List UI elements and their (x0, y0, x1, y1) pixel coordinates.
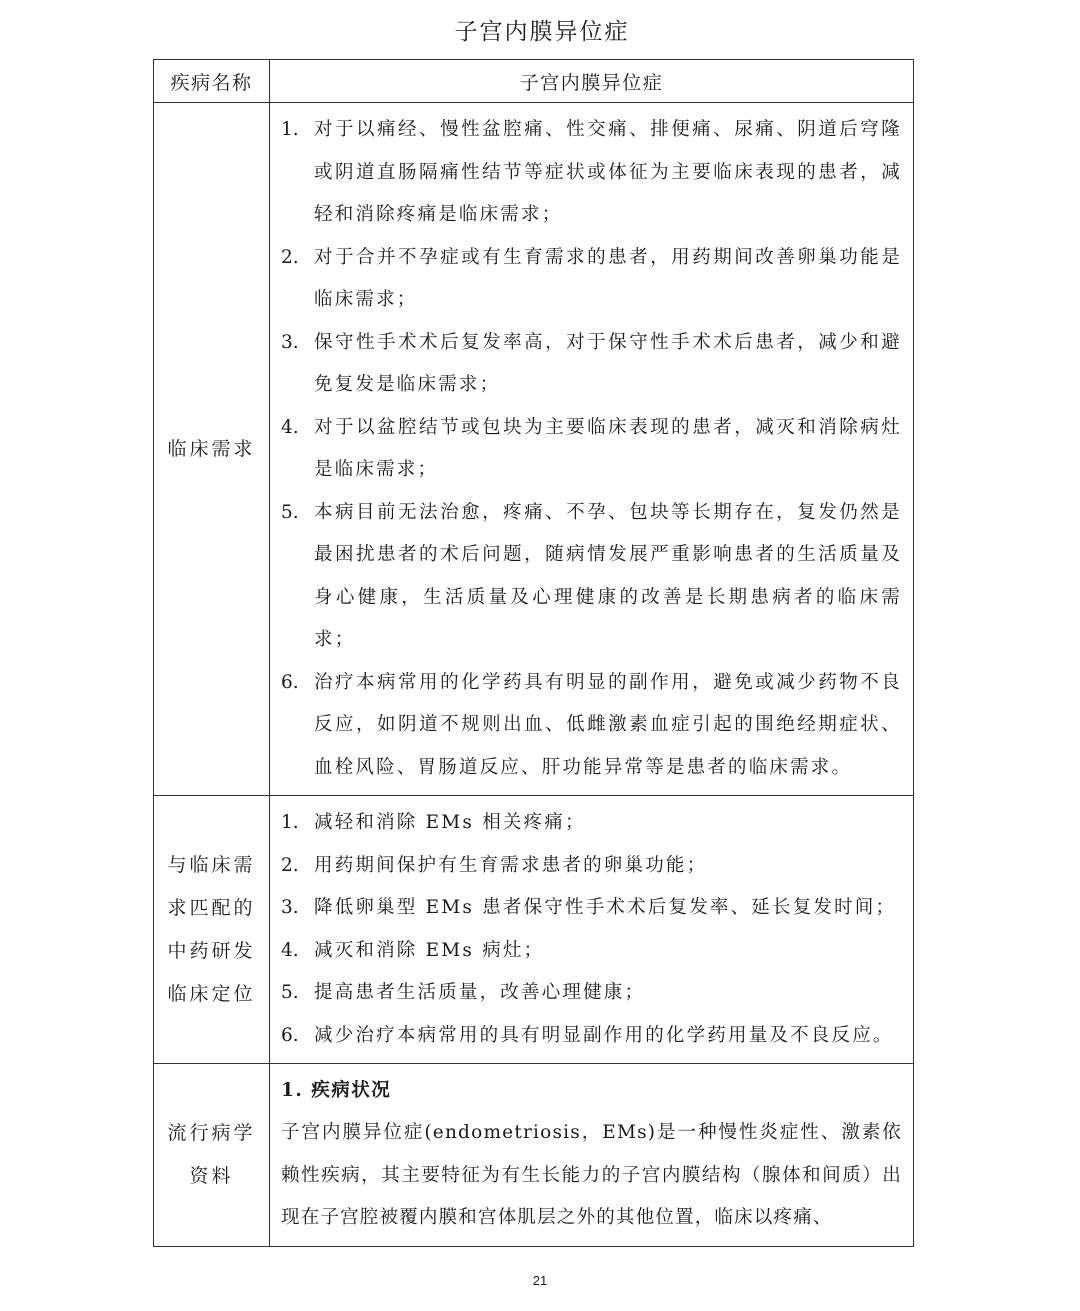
item-text: 用药期间保护有生育需求患者的卵巢功能； (314, 854, 708, 876)
positioning-label: 与临床需求匹配的中药研发临床定位 (154, 796, 270, 1064)
page-title: 子宫内膜异位症 (454, 19, 630, 45)
positioning-row (154, 796, 914, 1064)
list-item (281, 887, 902, 930)
item-text: 减灭和消除 EMs 病灶； (314, 939, 545, 961)
list-item (281, 109, 902, 237)
item-number: 4. (281, 939, 299, 961)
list-item (281, 492, 902, 662)
item-number: 4. (281, 416, 299, 438)
list-item (281, 407, 902, 492)
item-number: 2. (281, 854, 299, 876)
section-heading: 1. 疾病状况 (281, 1080, 392, 1101)
list-item (281, 322, 902, 407)
page-number: 21 (532, 1273, 548, 1288)
item-text: 对于以盆腔结节或包块为主要临床表现的患者，减灭和消除病灶是临床需求； (314, 416, 902, 480)
positioning-list (281, 802, 902, 1057)
epidemiology-content (270, 1064, 914, 1247)
item-text: 减少治疗本病常用的具有明显副作用的化学药用量及不良反应。 (314, 1024, 894, 1046)
item-number: 1. (281, 119, 299, 140)
list-item (281, 1015, 902, 1058)
epidemiology-row (154, 1064, 914, 1247)
item-number: 3. (281, 897, 299, 918)
list-item (281, 662, 902, 790)
item-number: 5. (281, 982, 299, 1003)
clinical-needs-list (281, 109, 902, 789)
item-number: 6. (281, 1024, 299, 1046)
list-item (281, 802, 902, 845)
clinical-needs-label: 临床需求 (154, 103, 270, 796)
clinical-needs-content (270, 103, 914, 796)
item-text: 本病目前无法治愈，疼痛、不孕、包块等长期存在，复发仍然是最困扰患者的术后问题，随病情发展严重影响患者的生活质量及身心健康，生活质量及心理健康的改善是长期患病者的临床需求； (314, 501, 902, 650)
item-number: 1. (281, 812, 299, 833)
list-item (281, 845, 902, 888)
item-text: 减轻和消除 EMs 相关疼痛； (314, 812, 586, 833)
clinical-needs-row (154, 103, 914, 796)
disease-table (153, 59, 914, 1247)
item-text: 治疗本病常用的化学药具有明显的副作用，避免或减少药物不良反应，如阴道不规则出血、低雌激素血症引起的围绝经期症状、血栓风险、胃肠道反应、肝功能异常等是患者的临床需求。 (314, 671, 902, 778)
positioning-content (270, 796, 914, 1064)
list-item (281, 930, 902, 973)
item-number: 2. (281, 246, 299, 268)
list-item (281, 237, 902, 322)
disease-name-value: 子宫内膜异位症 (270, 60, 914, 103)
item-number: 6. (281, 671, 299, 693)
item-text: 提高患者生活质量，改善心理健康； (314, 982, 646, 1003)
epidemiology-paragraph: 子宫内膜异位症(endometriosis，EMs)是一种慢性炎症性、激素依赖性疾病，其主要特征为有生长能力的子宫内膜结构（腺体和间质）出现在子宫腔被覆内膜和宫体肌层之外的其他位置，临床以疼痛、 (281, 1122, 902, 1228)
item-number: 3. (281, 331, 299, 353)
item-number: 5. (281, 501, 299, 523)
item-text: 保守性手术术后复发率高，对于保守性手术术后患者，减少和避免复发是临床需求； (314, 331, 902, 395)
table-header-row (154, 60, 914, 103)
item-text: 对于合并不孕症或有生育需求的患者，用药期间改善卵巢功能是临床需求； (314, 246, 902, 310)
item-text: 对于以痛经、慢性盆腔痛、性交痛、排便痛、尿痛、阴道后穹隆或阴道直肠隔痛性结节等症状或体征为主要临床表现的患者，减轻和消除疼痛是临床需求； (314, 119, 902, 225)
item-text: 降低卵巢型 EMs 患者保守性手术术后复发率、延长复发时间； (314, 897, 897, 918)
epidemiology-label: 流行病学资料 (154, 1064, 270, 1247)
disease-name-label: 疾病名称 (154, 60, 270, 103)
list-item (281, 972, 902, 1015)
